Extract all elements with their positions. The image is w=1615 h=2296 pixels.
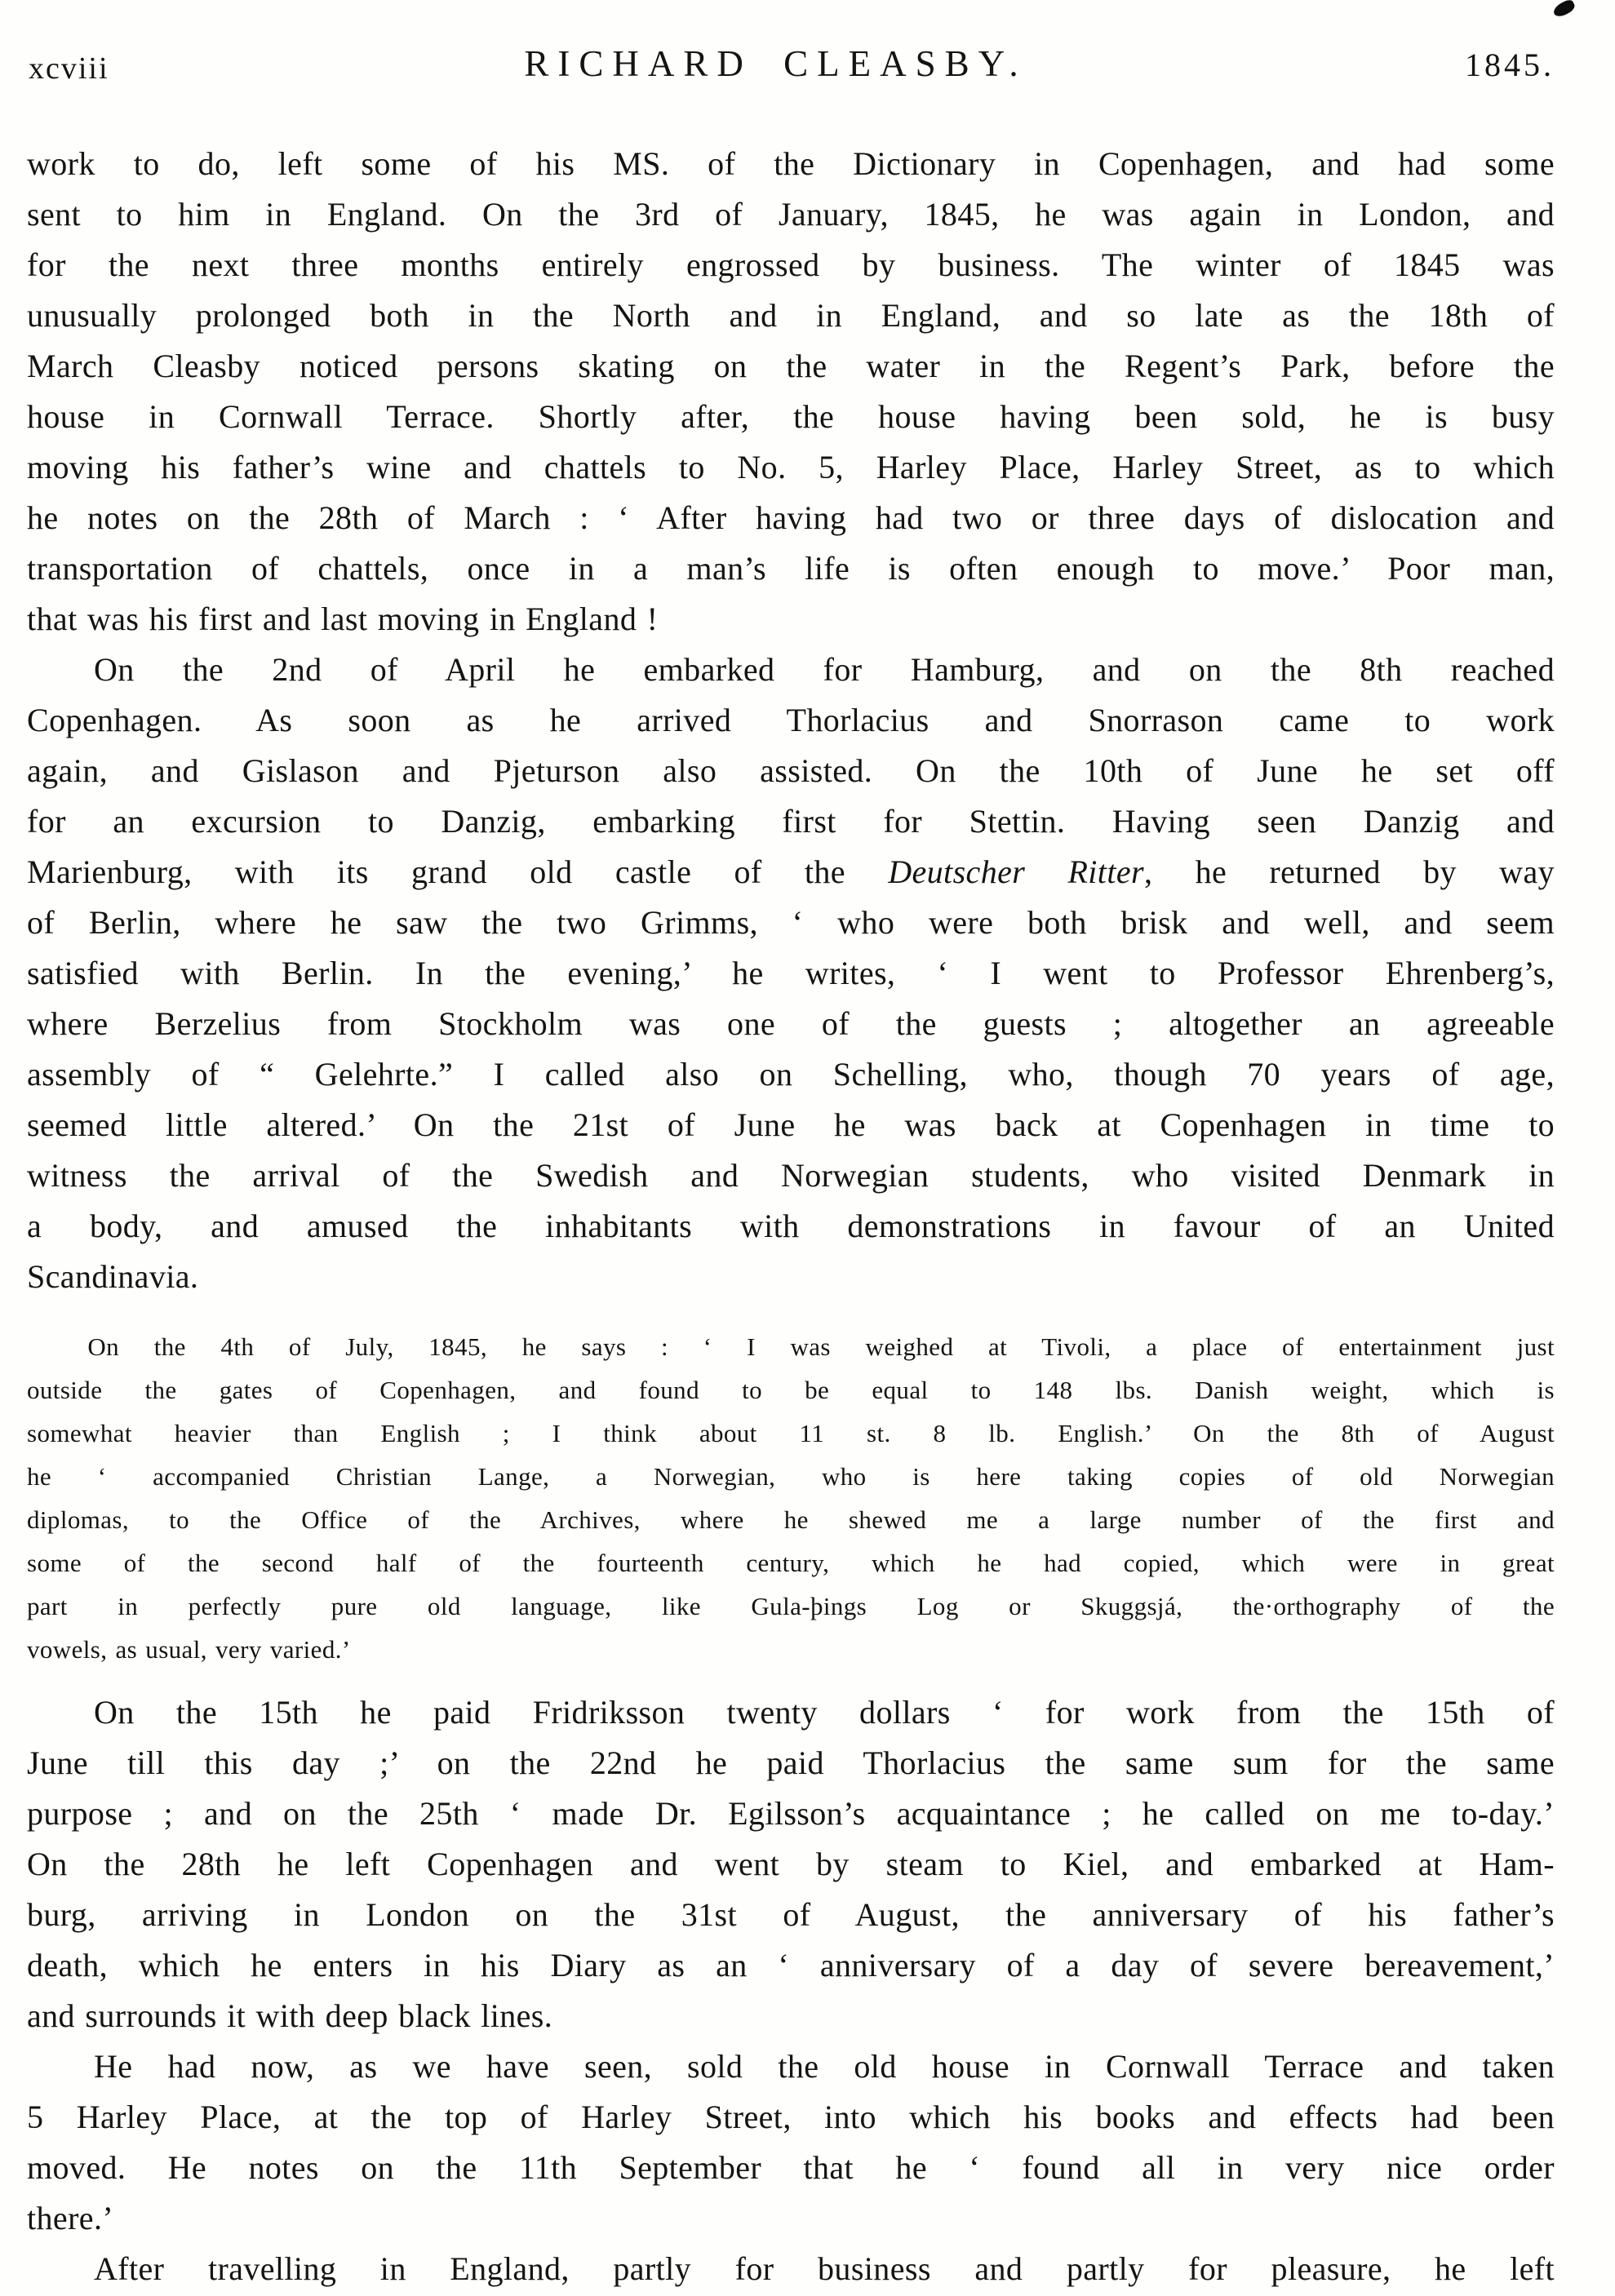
text-line: for the next three months entirely engrossed by business. The winter of 1845 was [27,246,1555,283]
text-line: transportation of chattels, once in a man’s life is often enough to move.’ Poor man, [27,550,1555,587]
text-line: he ‘ accompanied Christian Lange, a Norwegian, who is here taking copies of old Norwegian [27,1462,1555,1491]
text-line: he notes on the 28th of March : ‘ After having had two or three days of dislocation and [27,499,1555,536]
text-line: assembly of “ Gelehrte.” I called also on Schelling, who, though 70 years of age, [27,1056,1555,1093]
year-label: 1845. [1465,47,1555,83]
text-line: diplomas, to the Office of the Archives, where he shewed me a large number of the first and [27,1505,1555,1534]
text-line: Copenhagen. As soon as he arrived Thorlacius and Snorrason came to work [27,702,1555,738]
text-line: On the 2nd of April he embarked for Hamburg, and on the 8th reached [94,651,1555,688]
paragraph [27,1687,1555,2041]
text-line: burg, arriving in London on the 31st of August, the anniversary of his father’s [27,1896,1555,1933]
text-line: March Cleasby noticed persons skating on the water in the Regent’s Park, before the [27,348,1555,384]
paragraph [27,2041,1555,2244]
text-line: After travelling in England, partly for business and partly for pleasure, he left [94,2250,1555,2287]
text-line: seemed little altered.’ On the 21st of June he was back at Copenhagen in time to [27,1106,1555,1143]
text-line: vowels, as usual, very varied.’ [27,1635,351,1664]
text-line: somewhat heavier than English ; I think about 11 st. 8 lb. English.’ On the 8th of August [27,1419,1555,1447]
text-line: again, and Gislason and Pjeturson also assisted. On the 10th of June he set off [27,752,1555,789]
text-line: On the 28th he left Copenhagen and went by steam to Kiel, and embarked at Ham- [27,1846,1555,1882]
text-line: outside the gates of Copenhagen, and found to be equal to 148 lbs. Danish weight, which is [27,1376,1555,1404]
text-line: witness the arrival of the Swedish and Norwegian students, who visited Denmark in [27,1157,1555,1194]
text-line: of Berlin, where he saw the two Grimms, ‘ who were both brisk and well, and seem [27,904,1555,941]
text-line: death, which he enters in his Diary as an ‘ anniversary of a day of severe bereavement,’ [27,1947,1555,1984]
text-line: Marienburg, with its grand old castle of the Deutscher Ritter, he returned by way [27,853,1555,890]
text-line: He had now, as we have seen, sold the old house in Cornwall Terrace and taken [94,2048,1555,2085]
text-line: where Berzelius from Stockholm was one of the guests ; altogether an agreeable [27,1005,1555,1042]
paragraph [27,645,1555,1302]
text-line: work to do, left some of his MS. of the Dictionary in Copenhagen, and had some [27,145,1555,182]
running-title: RICHARD CLEASBY. [524,43,1027,84]
page-number: xcviii [29,51,109,86]
paragraph [27,139,1555,645]
paragraph [27,2244,1555,2294]
text-line: moving his father’s wine and chattels to No. 5, Harley Place, Harley Street, as to which [27,449,1555,485]
text-line: June till this day ;’ on the 22nd he paid Thorlacius the same sum for the same [27,1744,1555,1781]
text-line: unusually prolonged both in the North and in England, and so late as the 18th of [27,297,1555,334]
text-line: Scandinavia. [27,1258,199,1295]
text-line: 5 Harley Place, at the top of Harley Street, into which his books and effects had been [27,2099,1555,2135]
text-line: and surrounds it with deep black lines. [27,1997,553,2034]
text-line: sent to him in England. On the 3rd of January, 1845, he was again in London, and [27,196,1555,233]
text-line: On the 15th he paid Fridriksson twenty dollars ‘ for work from the 15th of [94,1694,1555,1731]
page-header [27,42,1555,88]
text-line: moved. He notes on the 11th September that he ‘ found all in very nice order [27,2149,1555,2186]
italic-text: Deutscher Ritter [888,853,1144,890]
text-line: for an excursion to Danzig, embarking first for Stettin. Having seen Danzig and [27,803,1555,840]
text-line: purpose ; and on the 25th ‘ made Dr. Egilsson’s acquaintance ; he called on me to-day.’ [27,1795,1555,1832]
text-line: On the 4th of July, 1845, he says : ‘ I was weighed at Tivoli, a place of entertainment just [87,1332,1555,1361]
text-line: that was his first and last moving in England ! [27,601,659,637]
text-line: there.’ [27,2200,114,2236]
paragraph [27,1325,1555,1671]
text-line: a body, and amused the inhabitants with demonstrations in favour of an United [27,1208,1555,1244]
text-line: house in Cornwall Terrace. Shortly after, the house having been sold, he is busy [27,398,1555,435]
text-line: part in perfectly pure old language, like Gula-þings Log or Skuggsjá, the·orthography of the [27,1592,1555,1620]
text-line: satisfied with Berlin. In the evening,’ he writes, ‘ I went to Professor Ehrenberg’s, [27,955,1555,991]
text-line: some of the second half of the fourteenth century, which he had copied, which were in great [27,1549,1555,1577]
ink-speck [1551,0,1577,19]
